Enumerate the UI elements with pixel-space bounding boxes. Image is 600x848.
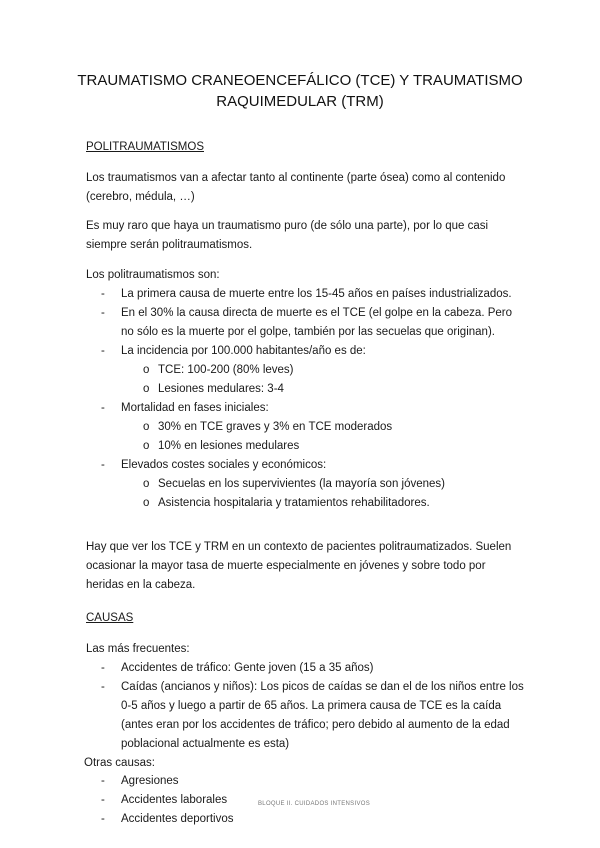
dash-bullet: - (101, 681, 105, 693)
document-title (60, 70, 540, 112)
list-item (86, 659, 526, 678)
sublist-item (121, 361, 526, 380)
paragraph-contexto-politraumatizados: Hay que ver los TCE y TRM en un contexto de pacientes politraumatizados. Suelen ocasionar la mayor tasa de muerte especialmente en jóvenes y sobre todo por heridas en la cabeza. (86, 541, 512, 591)
list-item-text: Accidentes de tráfico: Gente joven (15 a 35 años) (121, 662, 374, 674)
circle-bullet: o (143, 440, 150, 452)
sublist-item (121, 494, 526, 513)
list-item (86, 304, 526, 342)
page-footer: BLOQUE II. CUIDADOS INTENSIVOS (258, 801, 371, 807)
sublist (121, 418, 526, 456)
list-item-text: Caídas (ancianos y niños): Los picos de caídas se dan el de los niños entre los 0-5 años y luego a partir de 65 años. La primera causa de TCE es la caída (antes eran por los accidentes de tráfico; pero debido al aumento de la edad poblacional actualmente es esta) (121, 681, 524, 750)
list-item-text: Agresiones (121, 775, 179, 787)
sublist-item-text: 30% en TCE graves y 3% en TCE moderados (158, 421, 393, 433)
circle-bullet: o (143, 478, 150, 490)
sublist-item (121, 437, 526, 456)
politraumatismos-list (86, 285, 526, 513)
dash-bullet: - (101, 794, 105, 806)
list-intro-otras-causas: Otras causas: (84, 757, 155, 769)
dash-bullet: - (101, 459, 105, 471)
dash-bullet: - (101, 345, 105, 357)
sublist (121, 475, 526, 513)
list-intro-causas: Las más frecuentes: (86, 643, 190, 655)
list-item-text: Accidentes deportivos (121, 813, 234, 825)
section-heading-causas: CAUSAS (86, 612, 134, 624)
dash-bullet: - (101, 813, 105, 825)
sublist-item (121, 380, 526, 399)
list-item (86, 678, 526, 754)
list-item (86, 456, 526, 513)
list-item (86, 342, 526, 399)
list-item (86, 285, 526, 304)
circle-bullet: o (143, 383, 150, 395)
sublist-item-text: Secuelas en los supervivientes (la mayoría son jóvenes) (158, 478, 446, 490)
sublist-item-text: Asistencia hospitalaria y tratamientos rehabilitadores. (158, 497, 430, 509)
list-item-text: La primera causa de muerte entre los 15-45 años en países industrializados. (121, 288, 512, 300)
sublist-item-text: 10% en lesiones medulares (158, 440, 300, 452)
list-intro-politraumatismos: Los politraumatismos son: (86, 269, 220, 281)
title-line-1: TRAUMATISMO CRANEOENCEFÁLICO (TCE) Y TRAUMATISMO (77, 72, 523, 89)
sublist-item-text: Lesiones medulares: 3-4 (158, 383, 284, 395)
sublist-item (121, 418, 526, 437)
list-item (86, 399, 526, 456)
dash-bullet: - (101, 662, 105, 674)
causas-list (86, 659, 526, 754)
sublist-item-text: TCE: 100-200 (80% leves) (158, 364, 294, 376)
dash-bullet: - (101, 307, 105, 319)
list-item (86, 772, 526, 791)
title-line-2: RAQUIMEDULAR (TRM) (216, 93, 384, 110)
list-item-text: Accidentes laborales (121, 794, 228, 806)
dash-bullet: - (101, 775, 105, 787)
list-item-text: Elevados costes sociales y económicos: (121, 459, 327, 471)
sublist (121, 361, 526, 399)
paragraph-continente: Los traumatismos van a afectar tanto al continente (parte ósea) como al contenido (cerebro, médula, …) (86, 172, 506, 203)
list-item-text: La incidencia por 100.000 habitantes/año es de: (121, 345, 366, 357)
circle-bullet: o (143, 364, 150, 376)
paragraph-traumatismo-puro: Es muy raro que haya un traumatismo puro (de sólo una parte), por lo que casi siempre serán politraumatismos. (86, 220, 489, 251)
dash-bullet: - (101, 402, 105, 414)
list-item-text: En el 30% la causa directa de muerte es el TCE (el golpe en la cabeza. Pero no sólo es la muerte por el golpe, también por las secuelas que originan). (121, 307, 513, 338)
circle-bullet: o (143, 497, 150, 509)
section-heading-politraumatismos: POLITRAUMATISMOS (86, 141, 204, 153)
dash-bullet: - (101, 288, 105, 300)
list-item-text: Mortalidad en fases iniciales: (121, 402, 269, 414)
list-item (86, 810, 526, 829)
sublist-item (121, 475, 526, 494)
circle-bullet: o (143, 421, 150, 433)
